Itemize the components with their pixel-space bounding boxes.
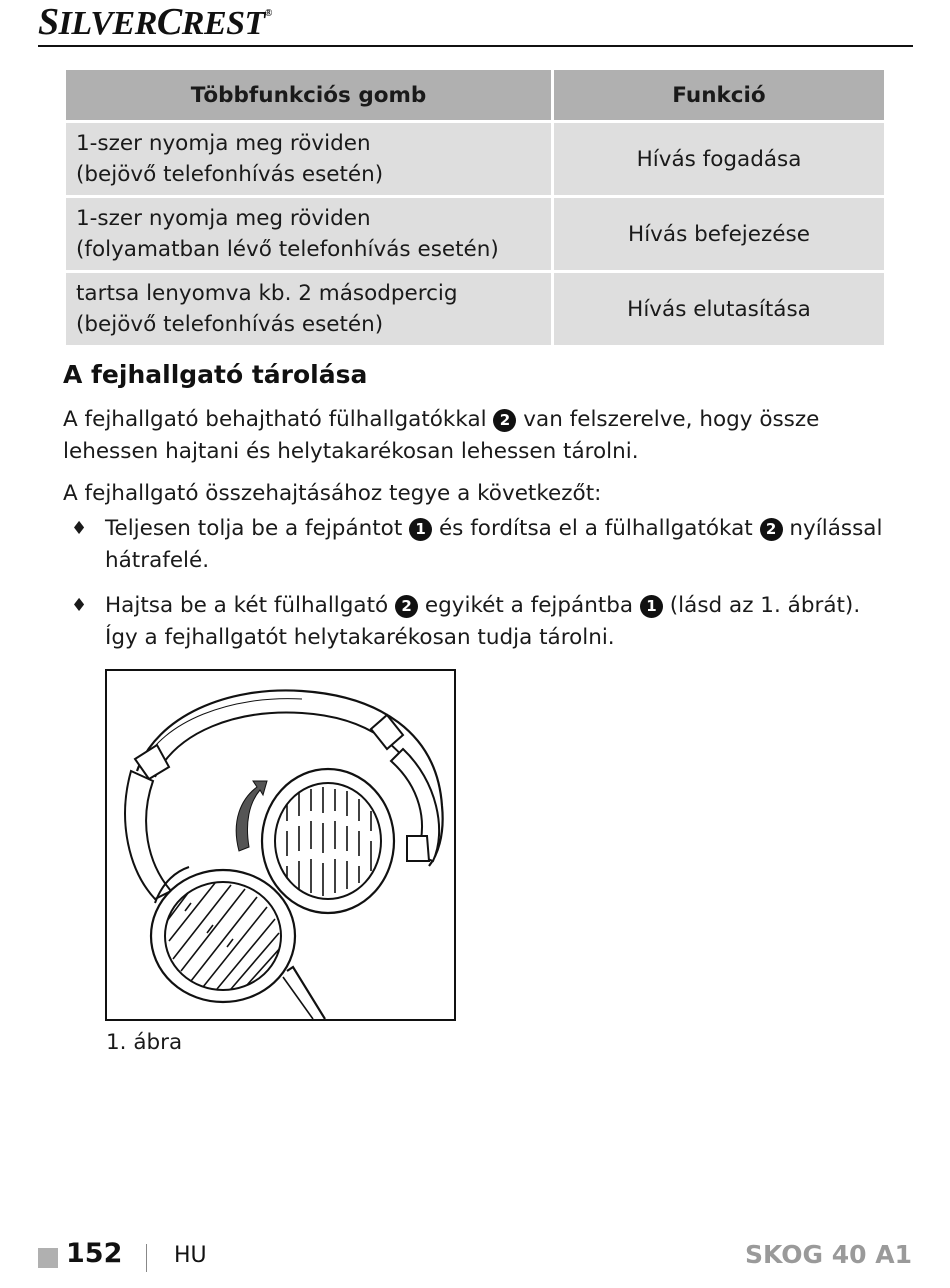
table-row xyxy=(65,122,886,197)
page-number: 152 xyxy=(66,1238,123,1269)
section-title: A fejhallgató tárolása xyxy=(63,360,368,389)
footer-square-icon xyxy=(38,1248,58,1268)
figure-caption: 1. ábra xyxy=(106,1030,183,1055)
number-2-icon: 2 xyxy=(760,518,783,541)
bullet-text: Teljesen tolja be a fejpántot 1 és fordítsa el a fülhallgatókat 2 nyílással hátrafelé. xyxy=(105,516,883,573)
table-row xyxy=(65,197,886,272)
intro-paragraph: A fejhallgató behajtható fülhallgatókkal 2 van felszerelve, hogy össze lehessen hajtani és helytakarékosan lehessen tárolni. xyxy=(63,407,820,464)
model-name: SKOG 40 A1 xyxy=(745,1240,912,1269)
number-2-icon: 2 xyxy=(493,409,516,432)
lead-paragraph: A fejhallgató összehajtásához tegye a következőt: xyxy=(63,481,602,506)
header-rule xyxy=(38,45,913,47)
bullet-diamond-icon: ♦ xyxy=(71,518,88,539)
table-cell-action: 1-szer nyomja meg röviden (bejövő telefonhívás esetén) xyxy=(65,122,553,197)
table-cell-action: tartsa lenyomva kb. 2 másodpercig (bejövő telefonhívás esetén) xyxy=(65,272,553,347)
table-cell-function: Hívás fogadása xyxy=(553,122,886,197)
table-cell-action: 1-szer nyomja meg röviden (folyamatban lévő telefonhívás esetén) xyxy=(65,197,553,272)
footer-divider xyxy=(146,1244,147,1272)
function-table xyxy=(63,67,887,348)
table-row xyxy=(65,272,886,347)
number-1-icon: 1 xyxy=(409,518,432,541)
brand-logo: SILVERCREST® xyxy=(38,1,272,43)
column-header: Többfunkciós gomb xyxy=(65,69,553,122)
language-code: HU xyxy=(174,1243,207,1268)
number-1-icon: 1 xyxy=(640,595,663,618)
number-2-icon: 2 xyxy=(395,595,418,618)
table-cell-function: Hívás elutasítása xyxy=(553,272,886,347)
bullet-diamond-icon: ♦ xyxy=(71,595,88,616)
bullet-text: Hajtsa be a két fülhallgató 2 egyikét a fejpántba 1 (lásd az 1. ábrát). Így a fejhallgatót helytakarékosan tudja tárolni. xyxy=(105,593,861,650)
headphones-illustration xyxy=(107,671,454,1019)
table-cell-function: Hívás befejezése xyxy=(553,197,886,272)
figure-headphones xyxy=(105,669,456,1021)
column-header: Funkció xyxy=(553,69,886,122)
table-header-row xyxy=(65,69,886,122)
